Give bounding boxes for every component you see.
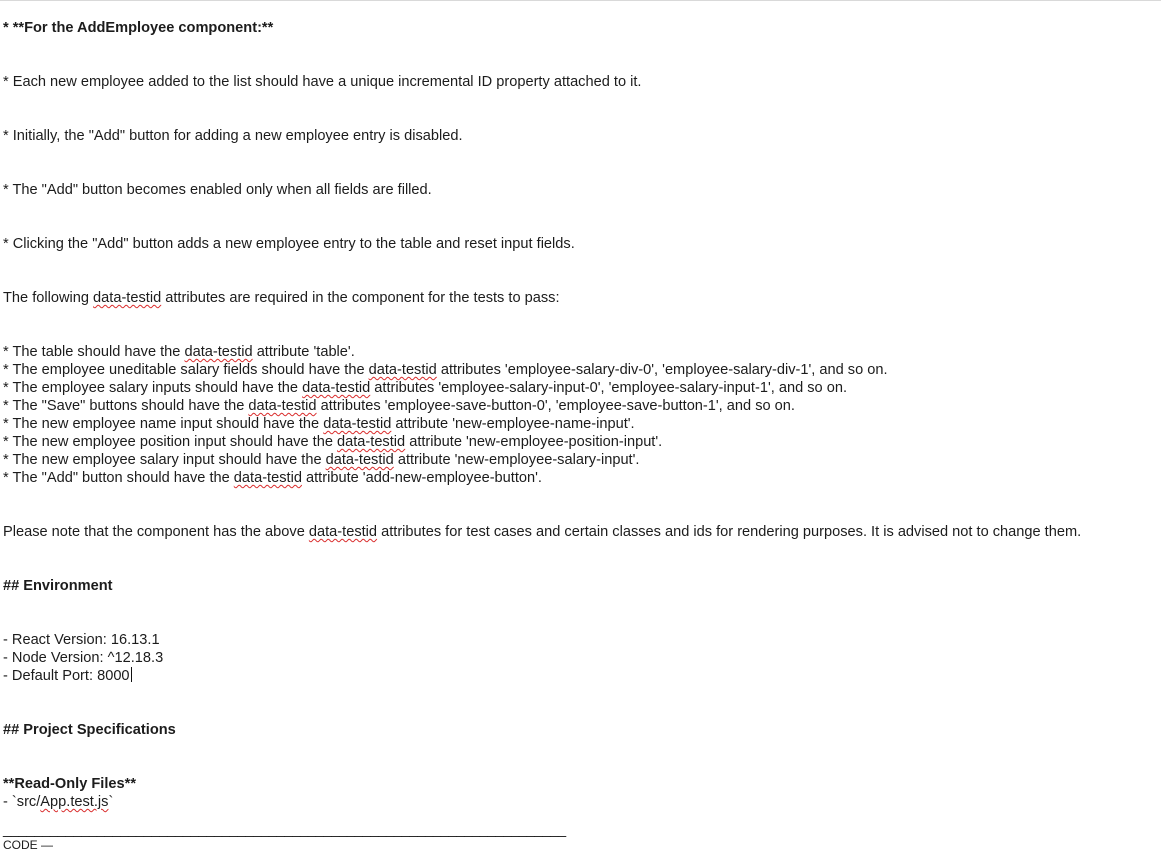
text-caret (131, 667, 132, 682)
testid-salary-input: * The employee salary inputs should have the data-testid attributes 'employee-salary-input-0', 'employee-salary-input-1', and so on. (3, 380, 848, 396)
testid-name-input: * The new employee name input should have the data-testid attribute 'new-employee-name-input'. (3, 416, 635, 432)
spellcheck-word: data-testid (368, 362, 437, 378)
env-default-port: - Default Port: 8000 (3, 668, 130, 684)
dashed-divider: ________________________________________________________________________ (3, 822, 566, 838)
requirement-add-disabled: * Initially, the "Add" button for adding a new employee entry is disabled. (3, 128, 463, 144)
spellcheck-word: data-testid (337, 434, 406, 450)
testid-new-salary-input: * The new employee salary input should have the data-testid attribute 'new-employee-salary-input'. (3, 452, 640, 468)
requirement-add-enabled: * The "Add" button becomes enabled only when all fields are filled. (3, 182, 432, 198)
requirement-add-click: * Clicking the "Add" button adds a new employee entry to the table and reset input fields. (3, 236, 575, 252)
spellcheck-word: App.test.js (40, 794, 109, 810)
spellcheck-word: data-testid (233, 470, 302, 486)
spellcheck-word: data-testid (302, 380, 371, 396)
testid-salary-div: * The employee uneditable salary fields should have the data-testid attributes 'employee-salary-div-0', 'employee-salary-div-1', and so on. (3, 362, 888, 378)
env-react-version: - React Version: 16.13.1 (3, 632, 160, 648)
testid-save-button: * The "Save" buttons should have the data-testid attributes 'employee-save-button-0', 'employee-save-button-1', and so on. (3, 398, 795, 414)
readonly-heading: **Read-Only Files** (3, 776, 137, 792)
spellcheck-word: data-testid (308, 524, 378, 540)
top-divider (0, 0, 1161, 1)
testid-table: * The table should have the data-testid attribute 'table'. (3, 344, 355, 360)
testid-add-button: * The "Add" button should have the data-testid attribute 'add-new-employee-button'. (3, 470, 542, 486)
requirement-unique-id: * Each new employee added to the list should have a unique incremental ID property attached to it. (3, 74, 642, 90)
specifications-heading: ## Project Specifications (3, 722, 176, 738)
code-label: CODE — (3, 838, 54, 852)
environment-heading: ## Environment (3, 578, 113, 594)
spellcheck-word: data-testid (323, 416, 392, 432)
env-node-version: - Node Version: ^12.18.3 (3, 650, 164, 666)
testid-intro: The following data-testid attributes are required in the component for the tests to pass: (3, 290, 560, 306)
component-heading: * **For the AddEmployee component:** (3, 20, 274, 36)
spellcheck-word: data-testid (248, 398, 317, 414)
spellcheck-word: data-testid (184, 344, 253, 360)
testid-position-input: * The new employee position input should have the data-testid attribute 'new-employee-position-input'. (3, 434, 663, 450)
spellcheck-word: data-testid (325, 452, 394, 468)
note-paragraph: Please note that the component has the above data-testid attributes for test cases and certain classes and ids for rendering purposes. It is advised not to change them. (3, 524, 1082, 540)
spellcheck-word: data-testid (93, 290, 162, 306)
readonly-file: - `src/App.test.js` (3, 794, 114, 810)
